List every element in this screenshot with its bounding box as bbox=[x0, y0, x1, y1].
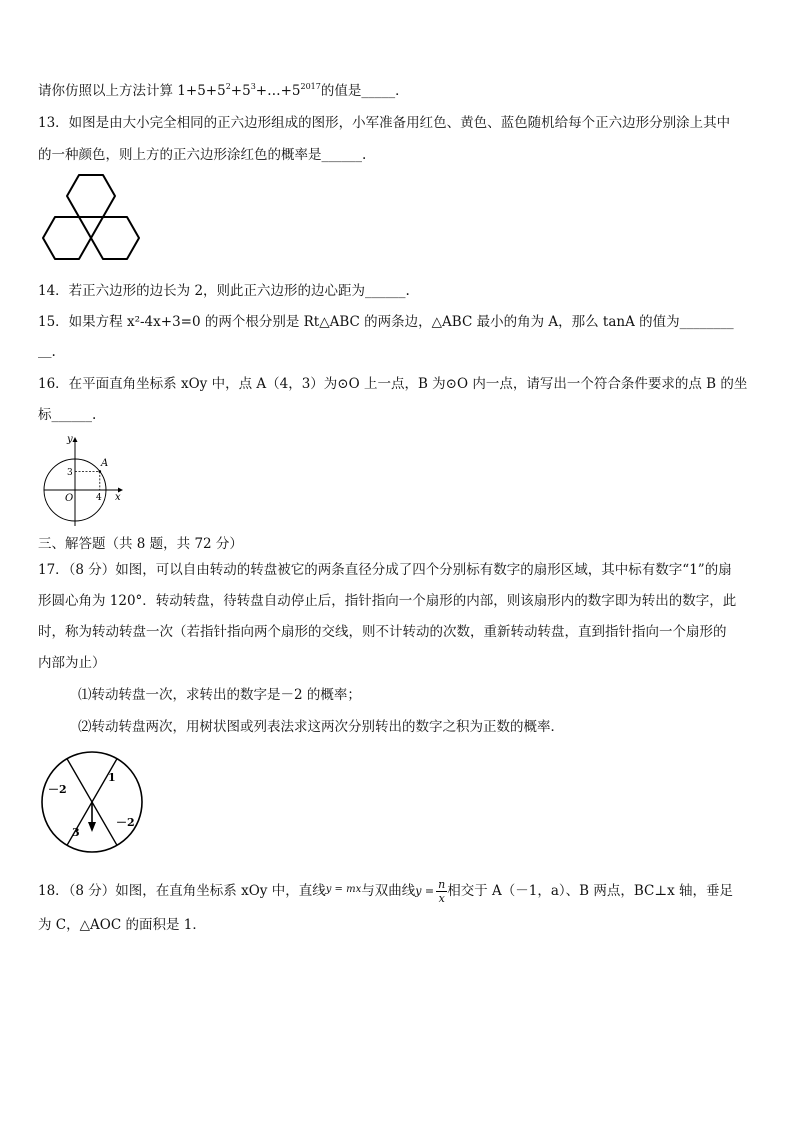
origin-label: O bbox=[65, 493, 74, 504]
bottom-left-hexagon bbox=[43, 217, 91, 259]
bottom-right-hexagon bbox=[91, 217, 139, 259]
q18-frac-den: x bbox=[438, 892, 445, 905]
q15-line-1: 15．如果方程 x²-4x+3=0 的两个根分别是 Rt△ABC 的两条边，△ABC 最小的角为 A，那么 tanA 的值为________ bbox=[38, 314, 734, 330]
spinner-figure bbox=[38, 748, 146, 858]
sector-label-1: 1 bbox=[108, 771, 116, 784]
q17-sub-question-2: ⑵转动转盘两次，用树状图或列表法求这两次分别转出的数字之积为正数的概率． bbox=[78, 719, 564, 735]
q18-frac-num: n bbox=[438, 878, 446, 891]
q18-text-1: 18．（8 分）如图，在直角坐标系 xOy 中，直线 bbox=[38, 883, 326, 899]
x-axis-label: x bbox=[115, 492, 121, 503]
sector-label-neg2-left: －2 bbox=[48, 783, 67, 796]
q12-text-a: 请你仿照以上方法计算 1+5+5 bbox=[38, 83, 226, 99]
q13-line-1: 13．如图是由大小完全相同的正六边形组成的图形，小军准备用红色、黄色、蓝色随机给每个正六边形分别涂上其中 bbox=[38, 115, 731, 131]
q12-text-c: +…+5 bbox=[255, 83, 301, 99]
q18-text-2: 与双曲线 bbox=[361, 883, 416, 899]
q12-exp-2: 2 bbox=[225, 82, 231, 91]
q17-line-2: 形圆心角为 120°．转动转盘，待转盘自动停止后，指针指向一个扇形的内部，则该扇形内的数字即为转出的数字，此 bbox=[38, 593, 737, 609]
y-axis-arrow-icon bbox=[73, 437, 78, 442]
q17-line-3: 时，称为转动转盘一次（若指针指向两个扇形的交线，则不计转动的次数，重新转动转盘，直到指针指向一个扇形的 bbox=[38, 624, 727, 640]
q16-line-2: 标______. bbox=[38, 407, 97, 423]
q18-line-1 bbox=[38, 878, 733, 905]
q17-line-4: 内部为止） bbox=[38, 655, 106, 671]
q18-eq-hyperbola bbox=[415, 878, 447, 905]
q12-line bbox=[38, 82, 409, 100]
q12-text-d: 的值是_____． bbox=[320, 83, 409, 99]
y-axis-label: y bbox=[67, 434, 73, 445]
q18-frac-lhs: y = bbox=[415, 884, 435, 898]
hexagon-figure bbox=[42, 172, 148, 272]
q14-line: 14．若正六边形的边长为 2，则此正六边形的边心距为______. bbox=[38, 283, 410, 299]
sector-label-neg2-right: －2 bbox=[116, 816, 135, 829]
q18-line-2: 为 C，△AOC 的面积是 1． bbox=[38, 917, 206, 933]
q15-line-2: ＿. bbox=[38, 344, 56, 360]
point-a bbox=[99, 470, 102, 473]
tick-4-label: 4 bbox=[96, 493, 102, 503]
circle-coordinate-figure bbox=[38, 432, 126, 528]
q18-text-3: 相交于 A（－1，a）、B 两点，BC⊥x 轴，垂足 bbox=[447, 883, 733, 899]
pointer-arrow-icon bbox=[88, 822, 96, 832]
top-hexagon bbox=[67, 175, 115, 217]
q18-eq-line: y = mx bbox=[325, 884, 362, 895]
point-a-label: A bbox=[101, 458, 109, 469]
q18-fraction bbox=[436, 878, 447, 905]
sector-label-3: 3 bbox=[72, 826, 80, 839]
q13-line-2: 的一种颜色，则上方的正六边形涂红色的概率是______. bbox=[38, 147, 367, 163]
q17-line-1: 17．（8 分）如图，可以自由转动的转盘被它的两条直径分成了四个分别标有数字的扇形区域，其中标有数字“1”的扇 bbox=[38, 562, 732, 578]
q17-sub-question-1: ⑴转动转盘一次，求转出的数字是－2 的概率； bbox=[78, 687, 361, 703]
section-3-title: 三、解答题（共 8 题，共 72 分） bbox=[38, 536, 243, 552]
q16-line-1: 16．在平面直角坐标系 xOy 中，点 A（4，3）为⊙O 上一点，B 为⊙O 内一点，请写出一个符合条件要求的点 B 的坐 bbox=[38, 376, 748, 392]
q12-exp-3: 3 bbox=[250, 82, 256, 91]
q12-exp-2017: 2017 bbox=[300, 82, 321, 91]
tick-3-label: 3 bbox=[67, 468, 73, 478]
q12-text-b: +5 bbox=[230, 83, 251, 99]
